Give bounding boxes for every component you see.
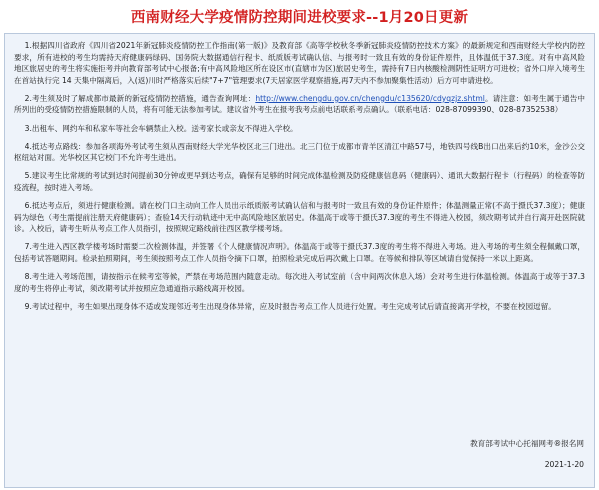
page-title: 西南财经大学疫情防控期间进校要求--1月20日更新 — [130, 10, 469, 26]
notice-item-5: 5.建议考生比常规的考试到达时间提前30分钟或更早到达考点，确保有足够的时间完成体温检测及防疫健康信息码（健康码）、通讯大数据行程卡（行程码）的检查等防疫流程，按时进入考场。 — [14, 171, 585, 192]
notice-item-9: 9.考试过程中，考生如果出现身体不适或发现邻近考生出现身体异常，应及时报告考点工作人员进行处置。考生完成考试后请直接离开学校，不要在校园逗留。 — [24, 301, 556, 311]
notice-item-2 — [14, 93, 585, 116]
notice-item-7: 7.考生进入西区教学楼考场时需要二次检测体温，并签署《个人健康情况声明》。体温高于或等于摄氏37.3度的考生将不得进入考场。进入考场的考生须全程佩戴口罩，包括考试答题期间。检录拍照期间，考生须按照考点工作人员指令摘下口罩，拍照检录完成后再次戴上口罩。在等候和排队等区域请自觉保持一米以上距离。 — [14, 242, 585, 263]
footer-date: 2021-1-20 — [544, 460, 584, 469]
notice-item-2-intro: 2.考生须及时了解成都市最新的新冠疫情防控措施，通告查询网址： — [24, 93, 256, 103]
policy-link[interactable]: http://www.chengdu.gov.cn/chengdu/c135620/cdyqzjz.shtml — [255, 93, 485, 103]
notice-item-3: 3.出租车、网约车和私家车等社会车辆禁止入校。送考家长或亲友不得进入学校。 — [24, 123, 298, 133]
notice-item-8: 8.考生进入考场范围，请按指示在候考室等候，严禁在考场范围内随意走动。每次进入考试室前（含中间两次休息入场）会对考生进行体温检测。体温高于或等于37.3度的考生将停止考试，须改期考试并按照应急通道指示路线离开校园。 — [14, 272, 585, 293]
notice-item-4: 4.抵达考点路线：参加各项海外考试考生须从西南财经大学光华校区北三门进出。北三门位于成都市青羊区清江中路57号，地铁四号线B出口出来后约10米，金沙公交枢纽站对面。光华校区其它校门不允许考生进出。 — [14, 141, 585, 163]
notice-item-2-note: 。请注意：如考生属于通告中所列出的受疫情防控措施限制的人员，将有可能无法参加考试。建议省外考生在报考我考点前电话联系考点确认。（联系电话：028-87099390、028-87352538） — [14, 93, 585, 115]
notice-panel — [4, 33, 595, 488]
footer-source: 教育部考试中心托福网考®报名网 — [470, 439, 584, 448]
notice-item-6: 6.抵达考点后，须进行健康检测。请在校门口主动向工作人员出示纸质版考试确认信和与报考时一致且有效的身份证件原件；体温测量正常(不高于摄氏37.3度）；健康码为绿色（考生需提前注册天府健康码）；查验14天行动轨迹中无中高风险地区旅居史。体温高于或等于摄氏37.3度的考生不得进入校园，须改期考试并自行离开赴医院就诊。入校后，请考生听从考点工作人员指引，按照规定路线前往西区教学楼考场。 — [14, 201, 585, 234]
notice-item-1: 1.根据四川省政府《四川省2021年新冠肺炎疫情防控工作指南(第一版)》及教育部《高等学校秋冬季新冠肺炎疫情防控技术方案》的最新规定和西南财经大学校内防控要求，所有进校的考生均需持天府健康码绿码、国务院大数据通信行程卡、纸质版考试确认信、与报考时一致且有效的身份证件原件，且体温低于37.3度。对有中高风险地区旅居史的考生将实施拒考并向教育部考试中心报备;有中高风险地区所在设区市(直辖市为区)旅居史考生，需持有7日内核酸检测阴性证明方可进校；省外口岸入境考生在首站执行完 14 天集中隔离后，入(返)川时严格落实后续"7+7"管理要求(7天居家医学观察措施,再7天内不参加聚集性活动）后方可申请进校。 — [14, 41, 585, 85]
